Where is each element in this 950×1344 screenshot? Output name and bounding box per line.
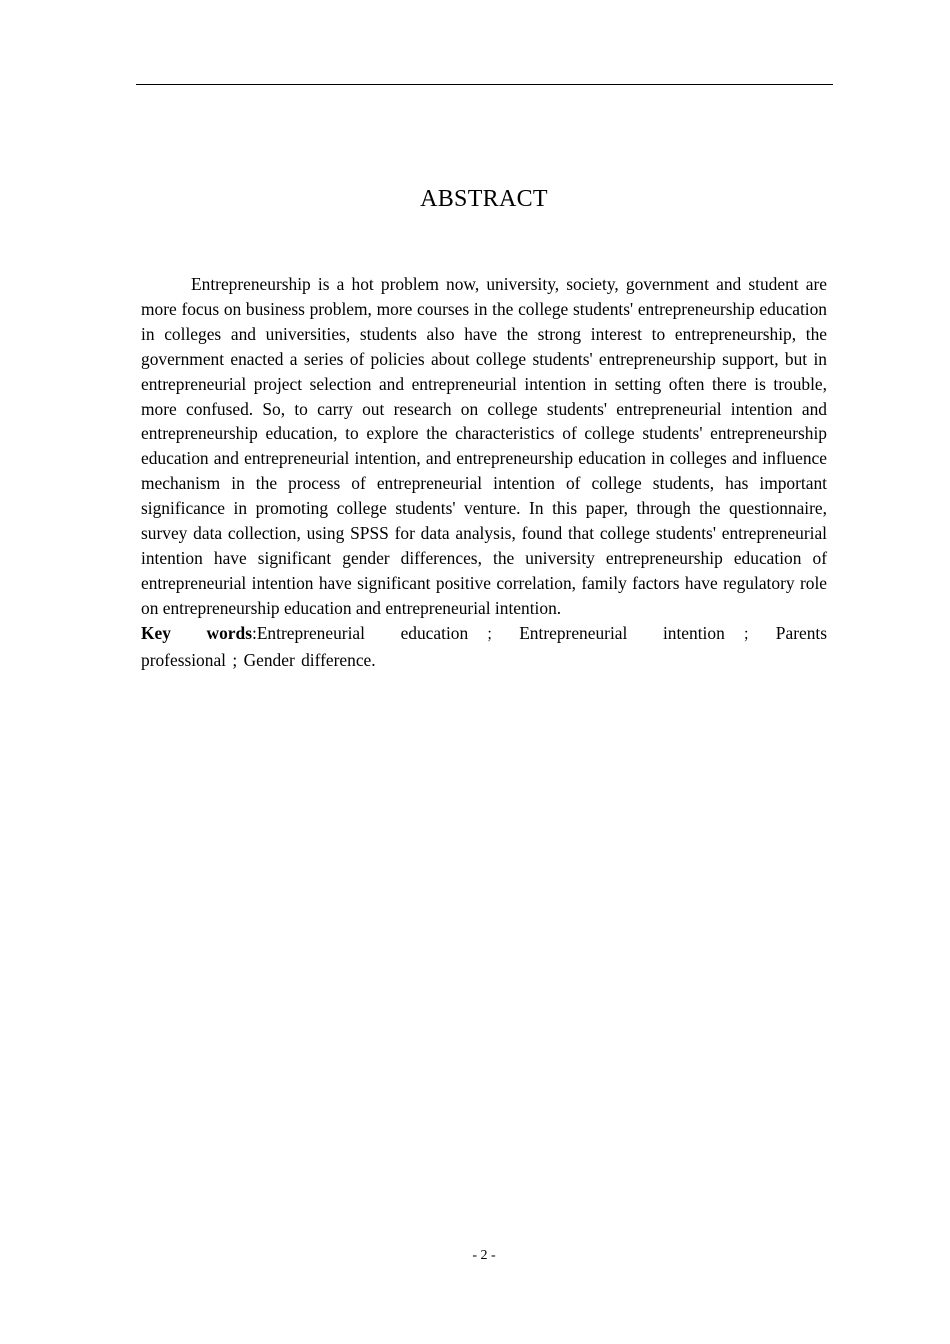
keyword-separator: ； (486, 626, 502, 643)
keyword-4: Gender difference. (243, 649, 376, 670)
keyword-2: Entrepreneurial intention (519, 622, 725, 643)
keyword-separator: ； (742, 626, 758, 643)
page-number: - 2 - (472, 1248, 496, 1263)
keyword-3: Parents professional (141, 622, 827, 670)
abstract-title: ABSTRACT (420, 186, 548, 212)
abstract-section (141, 272, 827, 673)
abstract-body: Entrepreneurship is a hot problem now, university, society, government and student are more focus on business problem, more courses in the college students' entrepreneurship education in colleges and universities, students also have the strong interest to entrepreneurship, the government enacted a series of policies about college students' entrepreneurship support, but in entrepreneurial project selection and entrepreneurial intention in setting often there is trouble, more confused. So, to carry out research on college students' entrepreneurial intention and entrepreneurship education, to explore the characteristics of college students' entrepreneurship education and entrepreneurial intention, and entrepreneurship education in colleges and influence mechanism in the process of entrepreneurial intention of college students, has important significance in promoting college students' venture. In this paper, through the questionnaire, survey data collection, using SPSS for data analysis, found that college students' entrepreneurial intention have significant gender differences, the university entrepreneurship education of entrepreneurial intention have significant positive correlation, family factors have regulatory role on entrepreneurship education and entrepreneurial intention. (141, 274, 827, 618)
keyword-separator-plain: ; (232, 649, 238, 670)
keyword-1: Entrepreneurial education (256, 622, 469, 643)
header-rule (136, 84, 833, 85)
keywords-colon: : (251, 622, 257, 643)
keywords-line (141, 621, 827, 673)
keywords-label: Key words (141, 622, 252, 643)
